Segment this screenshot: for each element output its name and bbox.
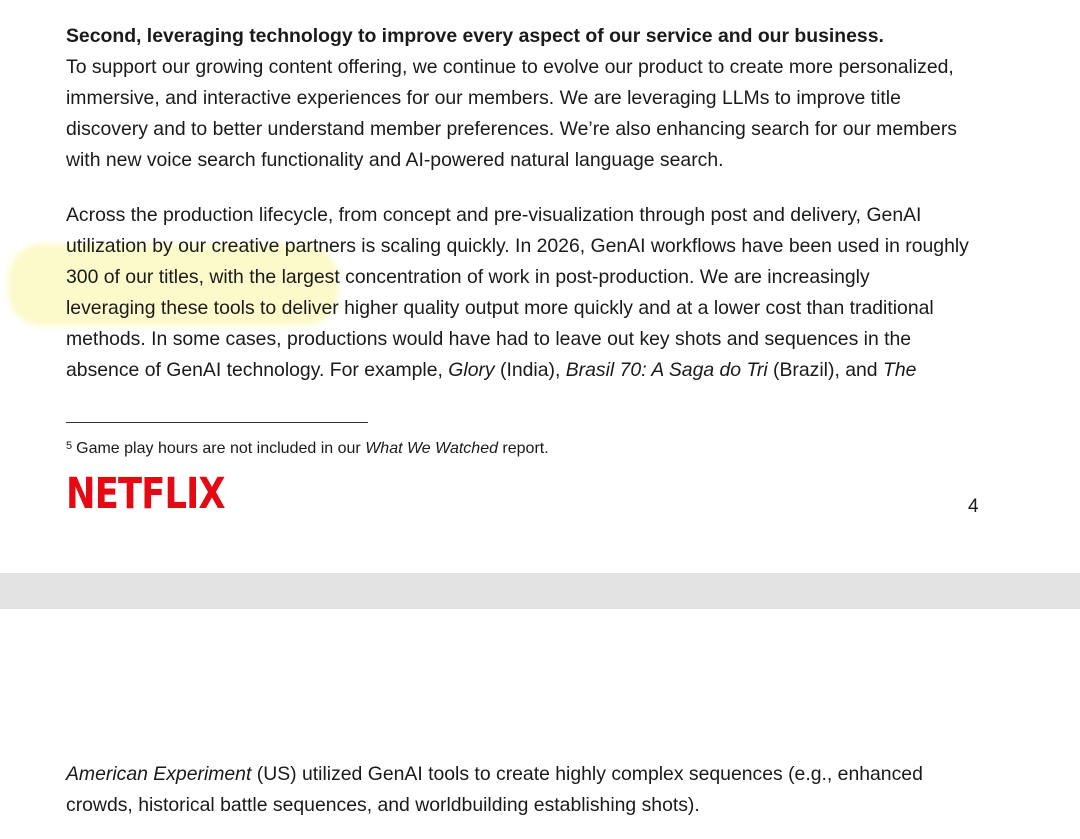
title-brasil-70: Brasil 70: A Saga do Tri [565,359,768,381]
paragraph-line [66,355,1056,386]
section-heading: Second, leveraging technology to improve every aspect of our service and our business. [66,25,884,47]
paragraph-line: crowds, historical battle sequences, and worldbuilding establishing shots). [66,794,700,816]
footnote-divider [66,422,368,423]
paragraph-line: discovery and to better understand member preferences. We’re also enhancing search for our members [66,118,957,140]
text-run: Game play hours are not included in our [76,440,366,457]
paragraph-continuation [66,759,1056,821]
paragraph-line [66,759,1056,790]
footnote-number: 5 [66,440,73,452]
footnote [66,437,549,462]
text-run: absence of GenAI technology. For example, [66,359,449,381]
section-technology [66,21,1056,176]
title-the-american-experiment-start: The [882,359,917,381]
paragraph-line: utilization by our creative partners is scaling quickly. In 2026, GenAI workflows have been used in roughly [66,235,969,257]
paragraph-line: methods. In some cases, productions would have had to leave out key shots and sequences in the [66,328,912,350]
text-run: (India), [494,359,566,381]
paragraph-genai-production [66,200,1056,386]
paragraph-line: Across the production lifecycle, from concept and pre-visualization through post and delivery, GenAI [66,204,922,226]
title-glory: Glory [448,359,495,381]
report-title: What We Watched [365,440,498,457]
text-run: (Brazil), and [767,359,883,381]
document-page-5 [0,609,1080,839]
text-run: report. [497,440,549,457]
netflix-logo: NETFLIX [66,469,225,519]
page-number: 4 [968,496,979,517]
paragraph-line: immersive, and interactive experiences for our members. We are leveraging LLMs to improve title [66,87,901,109]
page-separator [0,573,1080,609]
paragraph-line: with new voice search functionality and AI-powered natural language search. [66,149,724,171]
paragraph-line: 300 of our titles, with the largest concentration of work in post-production. We are increasingly [66,266,870,288]
paragraph-line: leveraging these tools to deliver higher quality output more quickly and at a lower cost than traditional [66,297,934,319]
paragraph-line: To support our growing content offering, we continue to evolve our product to create more personalized, [66,56,954,78]
title-american-experiment: American Experiment [66,763,252,785]
text-run: (US) utilized GenAI tools to create highly complex sequences (e.g., enhanced [251,763,923,785]
